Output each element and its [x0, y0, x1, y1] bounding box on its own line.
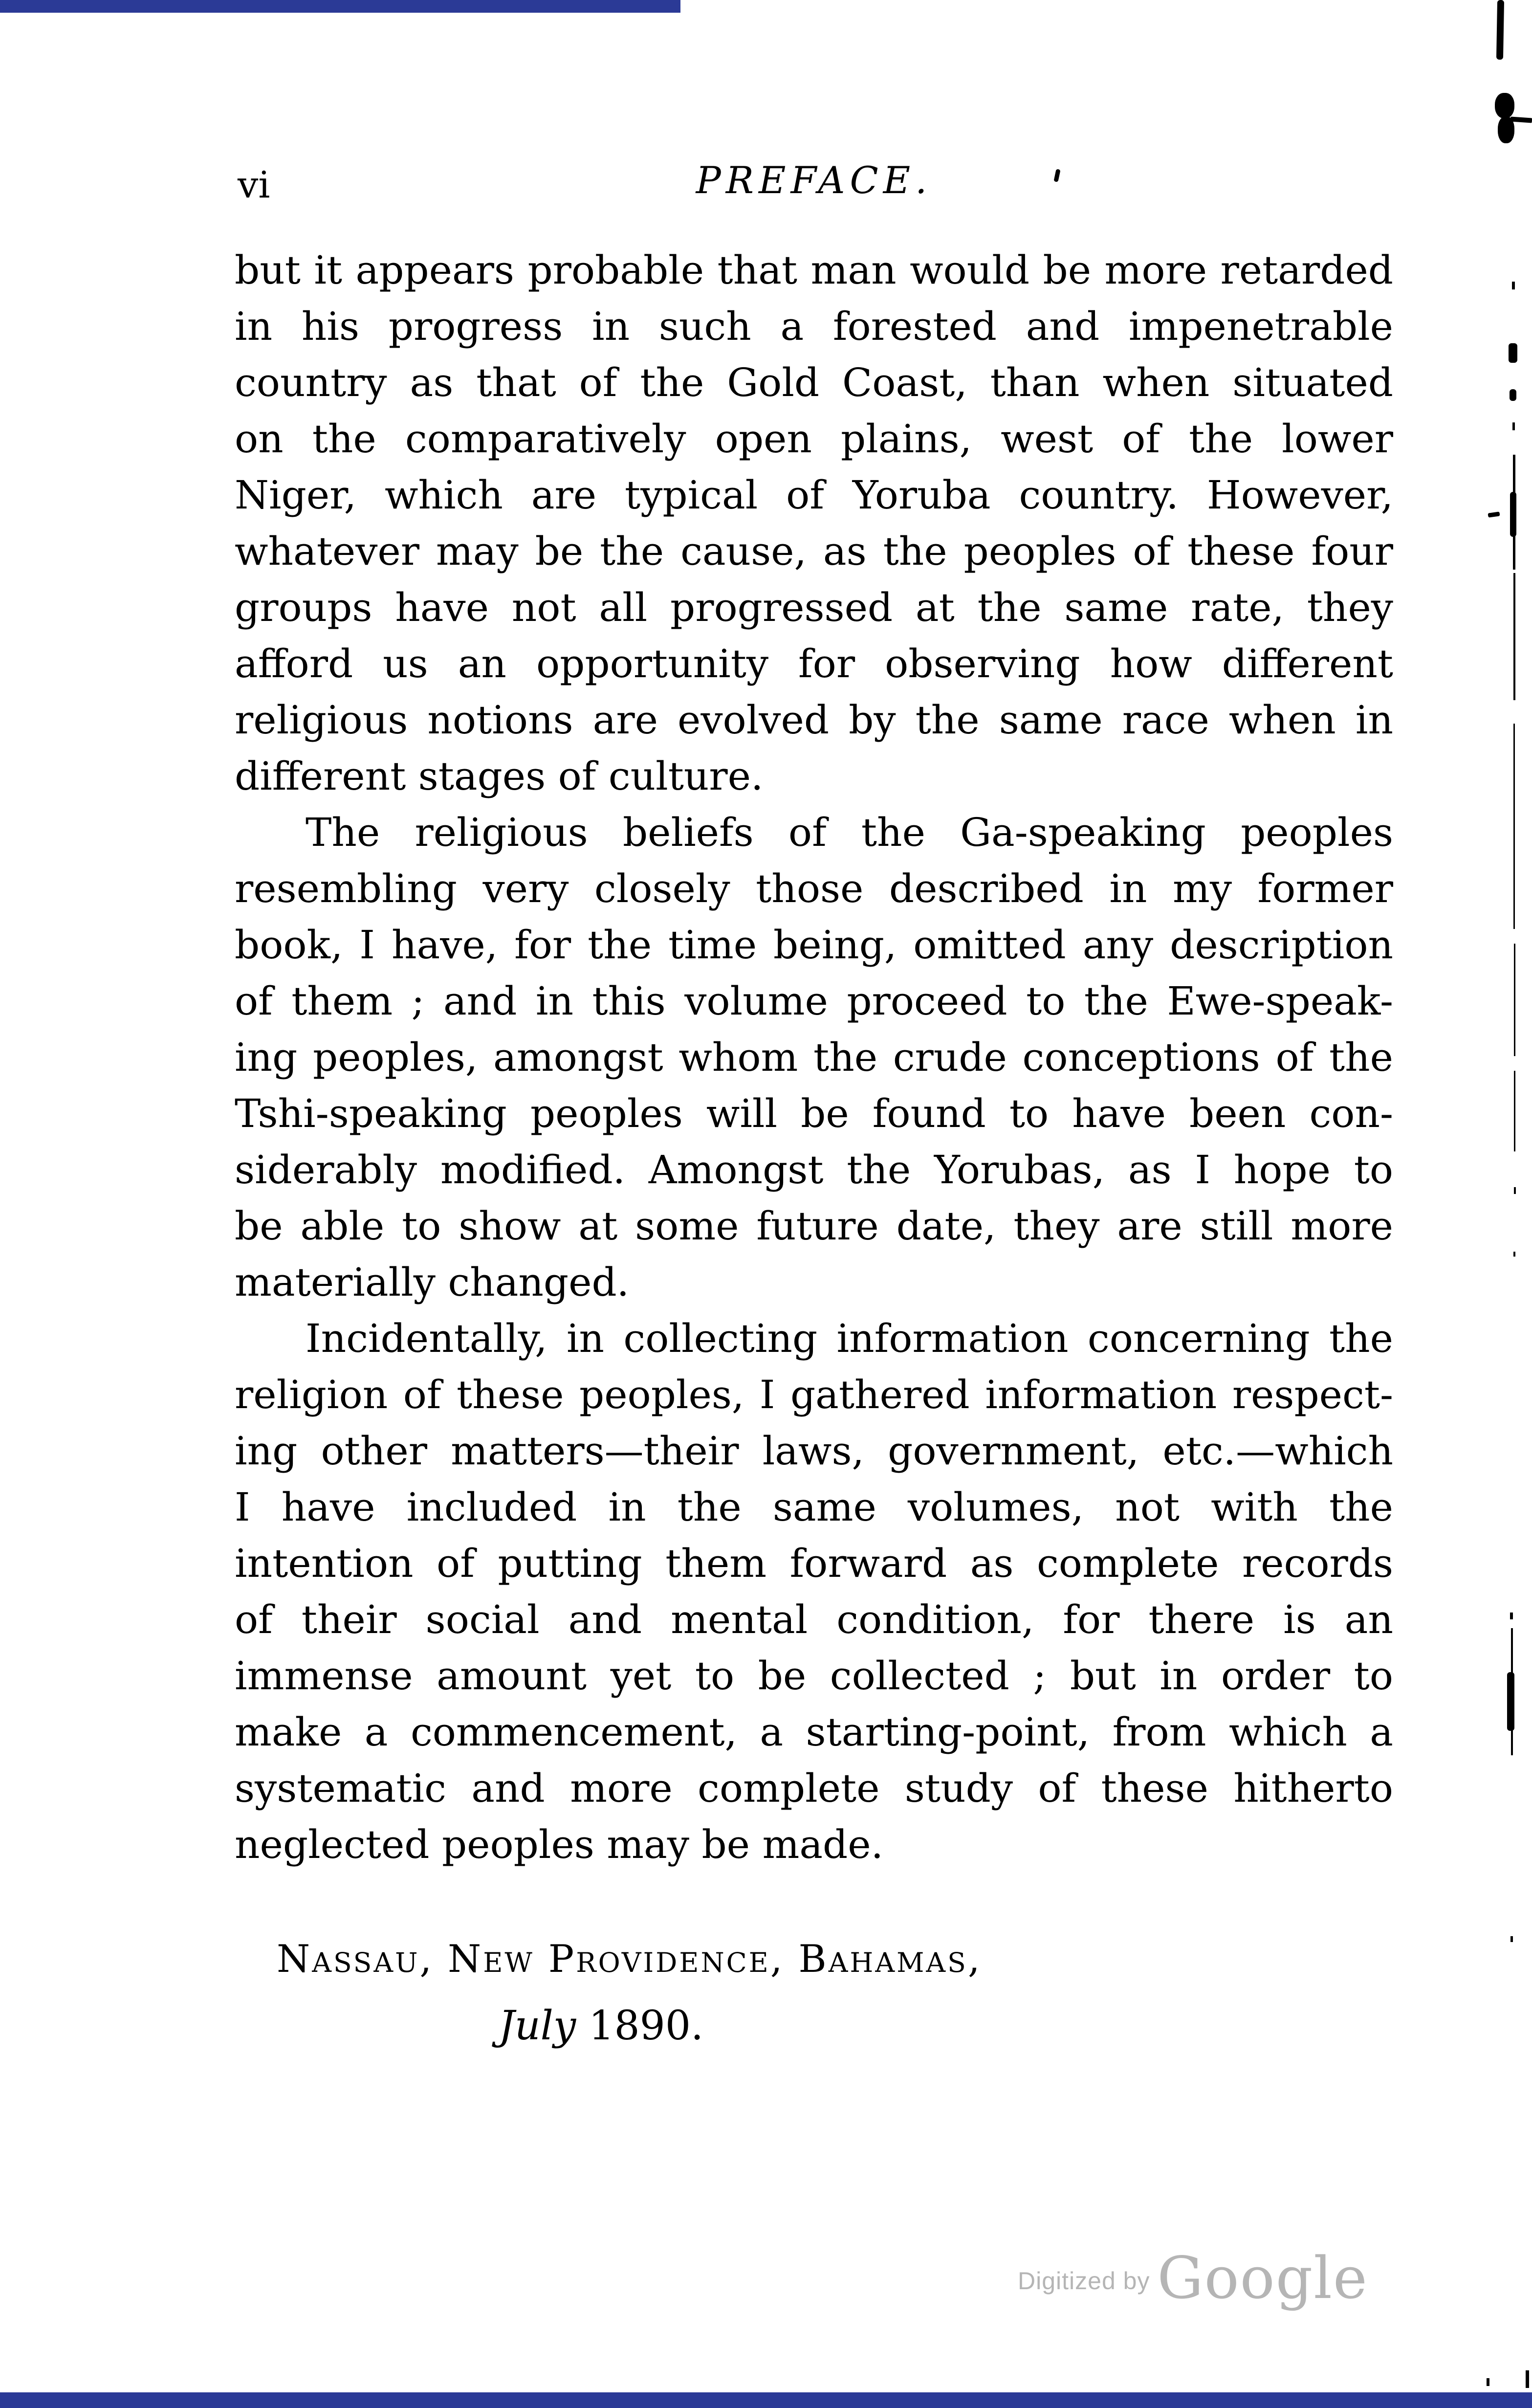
text-line: country as that of the Gold Coast, than when situated — [235, 360, 1393, 405]
body-text-block — [235, 242, 1393, 1873]
digitized-by-google-watermark — [1018, 2244, 1368, 2312]
text-line: Tshi-speaking peoples will be found to have been con- — [235, 1091, 1393, 1136]
text-line: immense amount yet to be collected ; but in order to — [235, 1653, 1393, 1699]
signature-place: Nassau, New Providence, Bahamas, — [277, 1937, 982, 1981]
ink-speck — [1510, 1613, 1513, 1619]
text-line: groups have not all progressed at the same rate, they — [235, 585, 1393, 630]
ink-blot — [1509, 343, 1517, 363]
text-line: of their social and mental condition, for there is an — [235, 1597, 1393, 1642]
page-number: vi — [238, 163, 270, 206]
text-line: but it appears probable that man would be more retarded — [235, 247, 1393, 293]
signature-date-year: 1890. — [576, 2003, 704, 2049]
ink-mark — [1496, 0, 1504, 60]
scan-gutter-line — [1514, 944, 1515, 1056]
text-line: afford us an opportunity for observing how different — [235, 641, 1393, 686]
signature-date-month: July — [499, 2003, 576, 2049]
text-line: make a commencement, a starting-point, from which a — [235, 1709, 1393, 1755]
text-line: I have included in the same volumes, not with the — [235, 1484, 1393, 1530]
ink-speck — [1513, 1252, 1515, 1257]
ink-mark — [1510, 116, 1532, 123]
watermark-prefix: Digitized by — [1018, 2267, 1158, 2295]
ink-speck — [1512, 282, 1515, 289]
scan-gutter-line — [1513, 724, 1515, 929]
ink-speck — [1514, 1187, 1516, 1194]
text-line: materially changed. — [235, 1259, 630, 1305]
ink-blot — [1495, 93, 1514, 118]
scan-gutter-line — [1513, 573, 1515, 700]
text-line: ing other matters—their laws, government, etc.—which — [235, 1428, 1393, 1474]
text-line: siderably modified. Amongst the Yorubas, as I hope to — [235, 1147, 1393, 1193]
text-line: different stages of culture. — [235, 753, 764, 799]
text-line: whatever may be the cause, as the peoples of these four — [235, 529, 1393, 574]
text-line: on the comparatively open plains, west of the lower — [235, 416, 1393, 462]
ink-speck — [1510, 1936, 1513, 1942]
signature-date — [499, 2003, 703, 2049]
ink-blot — [1510, 492, 1516, 537]
running-title: PREFACE. — [696, 158, 932, 202]
scan-edge-bar-top — [0, 0, 680, 13]
ink-blot — [1507, 1672, 1514, 1731]
text-line: Incidentally, in collecting information concerning the — [306, 1316, 1393, 1361]
text-line: book, I have, for the time being, omitted any description — [235, 922, 1393, 968]
text-line: religious notions are evolved by the same race when in — [235, 697, 1393, 743]
text-line: neglected peoples may be made. — [235, 1822, 883, 1867]
ink-speck — [1487, 2378, 1489, 2386]
scan-edge-bar-bottom — [0, 2392, 1532, 2408]
text-line: intention of putting them forward as complete records — [235, 1541, 1393, 1586]
text-line: be able to show at some future date, they are still more — [235, 1203, 1393, 1249]
google-logo: Google — [1157, 2244, 1368, 2312]
text-line: of them ; and in this volume proceed to the Ewe-speak- — [235, 978, 1393, 1024]
scan-gutter-line — [1514, 1071, 1515, 1151]
text-line: Niger, which are typical of Yoruba country. However, — [235, 472, 1393, 518]
text-line: in his progress in such a forested and impenetrable — [235, 304, 1393, 349]
text-line: The religious beliefs of the Ga-speaking peoples — [306, 810, 1393, 855]
ink-blot — [1510, 389, 1516, 401]
ink-speck — [1512, 422, 1515, 430]
text-line: religion of these peoples, I gathered information respect- — [235, 1372, 1393, 1417]
text-line: systematic and more complete study of these hitherto — [235, 1766, 1393, 1811]
ink-dash — [1488, 511, 1500, 517]
text-line: resembling very closely those described in my former — [235, 866, 1393, 911]
ink-mark — [1526, 2370, 1529, 2388]
text-line: ing peoples, amongst whom the crude conceptions of the — [235, 1035, 1393, 1080]
